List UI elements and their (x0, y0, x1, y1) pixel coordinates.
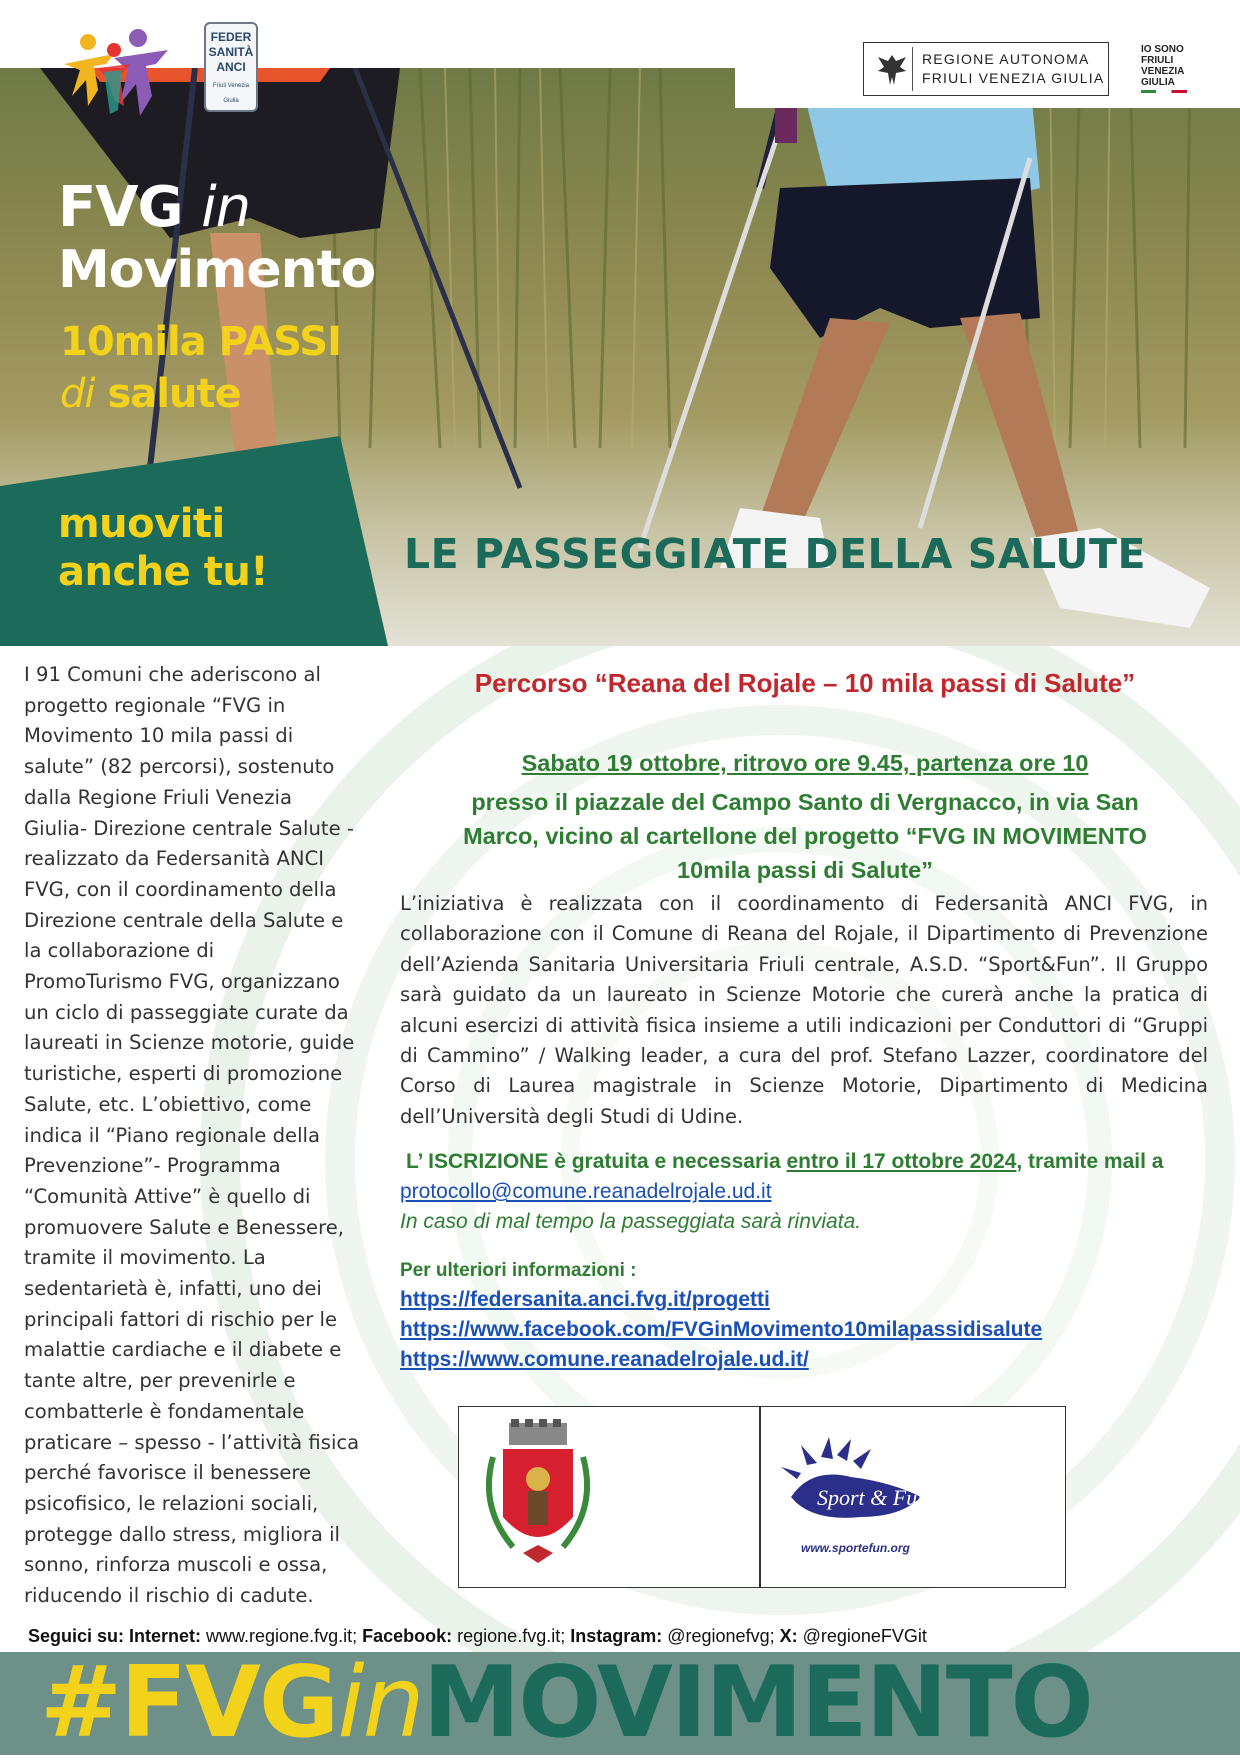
social-facebook[interactable]: regione.fvg.it; (452, 1626, 571, 1646)
italian-flag-stripe (1141, 90, 1187, 93)
hashtag-movimento: MOVIMENTO (422, 1646, 1092, 1760)
weather-note: In caso di mal tempo la passeggiata sarà rinviata. (400, 1210, 862, 1233)
sportfun-logo-text: Sport & Fun (817, 1485, 929, 1510)
subtitle-salute: salute (107, 371, 241, 417)
fvg-in-movimento-logo (58, 20, 170, 120)
regione-text (922, 50, 1104, 88)
iosono-line: GIULIA (1141, 77, 1175, 88)
hashtag-symbol: # (40, 1646, 121, 1760)
slogan-line1: muoviti (58, 501, 225, 547)
route-title: Percorso “Reana del Rojale – 10 mila passi di Salute” (474, 668, 1136, 698)
social-label-facebook: Facebook: (362, 1626, 453, 1646)
intro-line: I 91 Comuni che aderiscono al (24, 663, 321, 686)
intro-line: principali fattori di rischio per le (24, 1307, 338, 1331)
intro-line: protegge dallo stress, migliora il (24, 1522, 340, 1546)
federsanita-logo-text: FEDER SANITÀ ANCI (208, 30, 254, 74)
logos-divider (759, 1407, 761, 1587)
intro-line: indica il “Piano regionale della (24, 1123, 320, 1147)
intro-line: Prevenzione”- Programma (24, 1154, 281, 1178)
social-label-x: X: (779, 1626, 798, 1646)
social-internet[interactable]: www.regione.fvg.it; (201, 1626, 363, 1646)
title-in: in (201, 175, 251, 240)
event-place-line3: 10mila passi di Salute” (677, 857, 933, 883)
page-heading: LE PASSEGGIATE DELLA SALUTE (404, 530, 1146, 578)
intro-line: sonno, rinforza muscoli e ossa, (24, 1553, 328, 1577)
io-sono-fvg-logo (1141, 44, 1184, 88)
comune-link[interactable]: https://www.comune.reanadelrojale.ud.it/ (400, 1348, 809, 1371)
regione-fvg-logo (863, 42, 1109, 96)
intro-line: tramite il movimento. La (24, 1246, 266, 1270)
title-fvg: FVG (58, 175, 183, 240)
intro-line: praticare – spesso - l’attività fisica (24, 1430, 360, 1454)
intro-line: realizzato da Federsanità ANCI (24, 847, 325, 871)
federsanita-logo-subtext: Friuli Venezia Giulia (212, 83, 250, 104)
federsanita-link[interactable]: https://federsanita.anci.fvg.it/progetti (400, 1288, 770, 1311)
intro-line: laureati in Scienze motorie, guide (24, 1031, 355, 1055)
intro-line: sedentarietà è, infatti, uno dei (24, 1277, 322, 1301)
intro-line: “Comunità Attive” è quello di (24, 1184, 311, 1208)
slogan-line2: anche tu! (58, 549, 269, 595)
hashtag-fvg: FVG (120, 1646, 338, 1760)
hero-title-line1 (58, 175, 251, 240)
iosono-line: IO SONO (1141, 44, 1184, 55)
registration-email-link[interactable]: protocollo@comune.reanadelrojale.ud.it (400, 1180, 772, 1203)
intro-line: perché favorisce il benessere (24, 1461, 312, 1485)
intro-line: la collaborazione di (24, 939, 215, 963)
intro-line: combatterle è fondamentale (24, 1399, 305, 1423)
intro-line: salute” (82 percorsi), sostenuto (24, 755, 335, 779)
social-links-line (28, 1626, 927, 1647)
reana-coat-of-arms-icon (473, 1417, 603, 1577)
intro-line: un ciclo di passeggiate curate da (24, 1000, 349, 1024)
intro-line: psicofisico, le relazioni sociali, (24, 1491, 319, 1515)
event-description: L’iniziativa è realizzata con il coordinamento di Federsanità ANCI FVG, in collaborazione con il Comune di Reana del Rojale, il Dipartimento di Prevenzione dell’Azienda Sanitaria Universitaria Friuli centrale, A.S.D. “Sport&Fun”. Il Gruppo sarà guidato da un laureato in Scienze Motorie che curerà anche la pratica di alcuni esercizi di attività fisica insieme a utili indicazioni per Conduttori di “Gruppi di Cammino” / Walking leader, a cura del prof. Stefano Lazzer, coordinatore del Corso di Laurea magistrale in Scienze Motorie, Dipartimento di Medicina dell’Università degli Studi di Udine. (400, 892, 1208, 1128)
intro-line: tante altre, per prevenirle e (24, 1369, 296, 1393)
event-date: Sabato 19 ottobre, ritrovo ore 9.45, partenza ore 10 (521, 750, 1089, 776)
event-place-line2: Marco, vicino al cartellone del progetto “FVG IN MOVIMENTO (463, 823, 1147, 849)
intro-line: turistiche, esperti di promozione (24, 1062, 343, 1086)
registration-note (406, 1150, 1216, 1174)
hashtag-banner (40, 1646, 1220, 1760)
iosono-line: VENEZIA (1141, 66, 1185, 77)
hero-subtitle-line1: 10mila PASSI (60, 319, 341, 365)
hero-subtitle-line2 (60, 370, 241, 418)
intro-line: Direzione centrale della Salute e (24, 908, 344, 932)
intro-paragraph (24, 660, 369, 1612)
slogan (58, 500, 268, 596)
registration-text-end: , tramite mail a (1016, 1150, 1164, 1173)
hashtag-in: in (337, 1646, 423, 1760)
federsanita-anci-logo (204, 22, 258, 112)
intro-line: riducendo il rischio di cadute. (24, 1584, 314, 1608)
facebook-link[interactable]: https://www.facebook.com/FVGinMovimento10milapassidisalute (400, 1318, 1043, 1341)
social-label-internet: Seguici su: Internet: (28, 1626, 202, 1646)
hero-title-line2: Movimento (58, 240, 376, 300)
intro-line: PromoTurismo FVG, organizzano (24, 970, 340, 994)
more-info-label: Per ulteriori informazioni : (400, 1260, 637, 1281)
intro-line: progetto regionale “FVG in (24, 693, 286, 717)
intro-line: Salute, etc. L’obiettivo, come (24, 1092, 312, 1116)
social-instagram[interactable]: @regionefvg; (662, 1626, 780, 1646)
intro-line: Giulia- Direzione centrale Salute - (24, 816, 354, 840)
intro-line: Movimento 10 mila passi di (24, 724, 294, 748)
sport-and-fun-logo (781, 1437, 931, 1537)
intro-line: malattie cardiache e il diabete e (24, 1338, 342, 1362)
regione-line1: REGIONE AUTONOMA (922, 51, 1090, 67)
subtitle-di: di (60, 371, 95, 417)
sportfun-url: www.sportefun.org (801, 1541, 910, 1555)
intro-line: promuovere Salute e Benessere, (24, 1215, 345, 1239)
registration-text: L’ ISCRIZIONE è gratuita e necessaria (406, 1150, 787, 1173)
intro-line: dalla Regione Friuli Venezia (24, 785, 292, 809)
iosono-line: FRIULI (1141, 55, 1174, 66)
partner-logos-box (458, 1406, 1066, 1588)
registration-deadline: entro il 17 ottobre 2024 (786, 1150, 1017, 1173)
regione-line2: FRIULI VENEZIA GIULIA (922, 70, 1105, 86)
social-x[interactable]: @regioneFVGit (797, 1626, 927, 1646)
event-place-line1: presso il piazzale del Campo Santo di Vergnacco, in via San (471, 789, 1139, 815)
intro-line: FVG, con il coordinamento della (24, 877, 337, 901)
social-label-instagram: Instagram: (570, 1626, 663, 1646)
eagle-icon (872, 47, 913, 91)
